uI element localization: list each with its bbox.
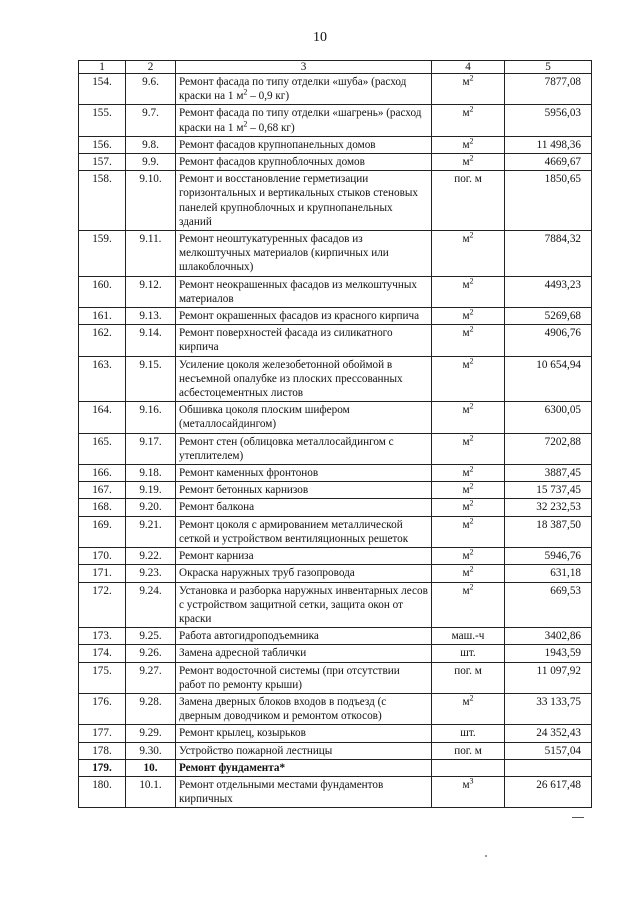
row-name: Ремонт стен (облицовка металлосайдингом с утеплителем) [176, 433, 432, 464]
row-unit: $м^2$ [432, 308, 505, 325]
row-unit: $м^2$ [432, 565, 505, 582]
row-code: 9.22. [126, 548, 176, 565]
row-code: 9.18. [126, 465, 176, 482]
table-row [79, 154, 592, 171]
row-number: 157. [79, 154, 126, 171]
row-code: 9.23. [126, 565, 176, 582]
row-name: Ремонт неокрашенных фасадов из мелкоштучных материалов [176, 276, 432, 307]
row-unit: $м^2$ [432, 276, 505, 307]
row-price: 7202,88 [505, 433, 592, 464]
row-price: 7884,32 [505, 231, 592, 277]
row-price: 15 737,45 [505, 482, 592, 499]
row-code: 9.21. [126, 516, 176, 547]
row-name: Ремонт отдельными местами фундаментов кирпичных [176, 776, 432, 807]
row-name: Обшивка цоколя плоским шифером (металлосайдингом) [176, 402, 432, 433]
row-unit: $м^2$ [432, 74, 505, 105]
row-name: Ремонт балкона [176, 499, 432, 516]
row-code: 9.19. [126, 482, 176, 499]
row-price: 669,53 [505, 582, 592, 628]
row-code: 9.26. [126, 645, 176, 662]
row-unit: $м^2$ [432, 154, 505, 171]
row-price: 6300,05 [505, 402, 592, 433]
row-number: 178. [79, 742, 126, 759]
row-number: 172. [79, 582, 126, 628]
row-code: 10. [126, 759, 176, 776]
row-price: 18 387,50 [505, 516, 592, 547]
header-col-1: 1 [79, 61, 126, 74]
row-code: 9.16. [126, 402, 176, 433]
price-table [78, 60, 592, 808]
row-price [505, 759, 592, 776]
row-unit: $м^2$ [432, 499, 505, 516]
table-row [79, 356, 592, 402]
row-name: Ремонт поверхностей фасада из силикатного кирпича [176, 325, 432, 356]
scan-mark [572, 817, 584, 818]
header-col-2: 2 [126, 61, 176, 74]
table-header-row [79, 61, 592, 74]
row-unit: $м^2$ [432, 693, 505, 724]
row-name: Ремонт фундамента* [176, 759, 432, 776]
row-number: 164. [79, 402, 126, 433]
row-number: 177. [79, 725, 126, 742]
row-price: 5269,68 [505, 308, 592, 325]
row-name: Ремонт водосточной системы (при отсутствии работ по ремонту крыши) [176, 662, 432, 693]
row-unit: $м^2$ [432, 465, 505, 482]
row-name: Замена дверных блоков входов в подъезд (с дверным доводчиком и ремонтом откосов) [176, 693, 432, 724]
row-code: 9.11. [126, 231, 176, 277]
row-unit: пог. м [432, 662, 505, 693]
row-number: 163. [79, 356, 126, 402]
row-price: 3887,45 [505, 465, 592, 482]
row-unit: $м^3$ [432, 776, 505, 807]
row-name: Ремонт окрашенных фасадов из красного кирпича [176, 308, 432, 325]
row-name: Ремонт фасада по типу отделки «шуба» (расход краски на 1 $м^2 - 0,9$ кг) [176, 74, 432, 105]
row-number: 168. [79, 499, 126, 516]
row-name: Ремонт неоштукатуренных фасадов из мелкоштучных материалов (кирпичных или шлакоблочных) [176, 231, 432, 277]
row-code: 9.25. [126, 628, 176, 645]
table-row [79, 433, 592, 464]
row-number: 156. [79, 136, 126, 153]
page-number: 10 [313, 30, 327, 45]
header-col-5: 5 [505, 61, 592, 74]
row-code: 9.10. [126, 171, 176, 231]
row-name: Замена адресной таблички [176, 645, 432, 662]
row-number: 162. [79, 325, 126, 356]
table-row [79, 482, 592, 499]
row-price: 4906,76 [505, 325, 592, 356]
table-row [79, 759, 592, 776]
row-price: 10 654,94 [505, 356, 592, 402]
row-name: Ремонт фасадов крупноблочных домов [176, 154, 432, 171]
row-number: 165. [79, 433, 126, 464]
table-row [79, 776, 592, 807]
table-row [79, 231, 592, 277]
row-code: 9.30. [126, 742, 176, 759]
row-unit: $м^2$ [432, 548, 505, 565]
table-row [79, 662, 592, 693]
row-price: 5157,04 [505, 742, 592, 759]
row-price: 631,18 [505, 565, 592, 582]
row-unit: пог. м [432, 171, 505, 231]
row-number: 154. [79, 74, 126, 105]
row-code: 9.28. [126, 693, 176, 724]
table-row [79, 582, 592, 628]
row-price: 1850,65 [505, 171, 592, 231]
table-row [79, 565, 592, 582]
table-row [79, 548, 592, 565]
row-code: 10.1. [126, 776, 176, 807]
table-row [79, 74, 592, 105]
table-row [79, 402, 592, 433]
row-number: 175. [79, 662, 126, 693]
row-number: 176. [79, 693, 126, 724]
row-code: 9.15. [126, 356, 176, 402]
row-number: 159. [79, 231, 126, 277]
row-code: 9.29. [126, 725, 176, 742]
row-price: 11 498,36 [505, 136, 592, 153]
table-row [79, 171, 592, 231]
row-price: 3402,86 [505, 628, 592, 645]
table-row [79, 105, 592, 136]
row-code: 9.12. [126, 276, 176, 307]
row-name: Ремонт крылец, козырьков [176, 725, 432, 742]
row-unit: $м^2$ [432, 482, 505, 499]
row-price: 4669,67 [505, 154, 592, 171]
table-row [79, 725, 592, 742]
row-number: 179. [79, 759, 126, 776]
row-number: 166. [79, 465, 126, 482]
row-code: 9.7. [126, 105, 176, 136]
row-unit: $м^2$ [432, 325, 505, 356]
row-unit: $м^2$ [432, 231, 505, 277]
row-price: 7877,08 [505, 74, 592, 105]
row-number: 155. [79, 105, 126, 136]
row-unit: $м^2$ [432, 516, 505, 547]
row-name: Усиление цоколя железобетонной обоймой в несъемной опалубке из плоских прессованных асбестоцементных листов [176, 356, 432, 402]
row-price: 1943,59 [505, 645, 592, 662]
row-name: Устройство пожарной лестницы [176, 742, 432, 759]
row-number: 161. [79, 308, 126, 325]
row-number: 171. [79, 565, 126, 582]
row-unit: маш.-ч [432, 628, 505, 645]
row-unit: $м^2$ [432, 433, 505, 464]
row-name: Ремонт цоколя с армированием металлической сеткой и устройством вентиляционных решеток [176, 516, 432, 547]
header-col-3: 3 [176, 61, 432, 74]
row-name: Ремонт фасада по типу отделки «шагрень» (расход краски на 1 $м^2 - 0,68$ кг) [176, 105, 432, 136]
row-name: Установка и разборка наружных инвентарных лесов с устройством защитной сетки, защита окон от краски [176, 582, 432, 628]
row-name: Ремонт бетонных карнизов [176, 482, 432, 499]
row-number: 174. [79, 645, 126, 662]
row-price: 32 232,53 [505, 499, 592, 516]
row-number: 173. [79, 628, 126, 645]
row-price: 33 133,75 [505, 693, 592, 724]
row-price: 11 097,92 [505, 662, 592, 693]
row-unit: $м^2$ [432, 136, 505, 153]
row-name: Ремонт карниза [176, 548, 432, 565]
row-number: 160. [79, 276, 126, 307]
row-name: Ремонт фасадов крупнопанельных домов [176, 136, 432, 153]
row-number: 180. [79, 776, 126, 807]
row-number: 169. [79, 516, 126, 547]
row-unit: шт. [432, 725, 505, 742]
table-row [79, 645, 592, 662]
row-price: 24 352,43 [505, 725, 592, 742]
row-name: Работа автогидроподъемника [176, 628, 432, 645]
row-code: 9.8. [126, 136, 176, 153]
table-row [79, 628, 592, 645]
table-row [79, 325, 592, 356]
row-code: 9.17. [126, 433, 176, 464]
row-name: Ремонт каменных фронтонов [176, 465, 432, 482]
row-code: 9.24. [126, 582, 176, 628]
row-price: 4493,23 [505, 276, 592, 307]
row-code: 9.13. [126, 308, 176, 325]
row-price: 5956,03 [505, 105, 592, 136]
table-row [79, 136, 592, 153]
table-row [79, 516, 592, 547]
row-code: 9.27. [126, 662, 176, 693]
row-code: 9.6. [126, 74, 176, 105]
row-code: 9.20. [126, 499, 176, 516]
table-row [79, 276, 592, 307]
row-unit: пог. м [432, 742, 505, 759]
table-row [79, 465, 592, 482]
row-unit: $м^2$ [432, 356, 505, 402]
table-body [79, 74, 592, 808]
row-code: 9.14. [126, 325, 176, 356]
row-code: 9.9. [126, 154, 176, 171]
row-unit: шт. [432, 645, 505, 662]
row-number: 158. [79, 171, 126, 231]
row-name: Ремонт и восстановление герметизации горизонтальных и вертикальных стыков стеновых панелей крупноблочных и крупнопанельных зданий [176, 171, 432, 231]
row-name: Окраска наружных труб газопровода [176, 565, 432, 582]
row-unit [432, 759, 505, 776]
table-row [79, 742, 592, 759]
row-unit: $м^2$ [432, 582, 505, 628]
table-row [79, 499, 592, 516]
row-price: 26 617,48 [505, 776, 592, 807]
header-col-4: 4 [432, 61, 505, 74]
table-row [79, 308, 592, 325]
row-number: 167. [79, 482, 126, 499]
table-row [79, 693, 592, 724]
row-unit: $м^2$ [432, 105, 505, 136]
scan-dot [485, 855, 487, 857]
row-price: 5946,76 [505, 548, 592, 565]
row-number: 170. [79, 548, 126, 565]
row-unit: $м^2$ [432, 402, 505, 433]
